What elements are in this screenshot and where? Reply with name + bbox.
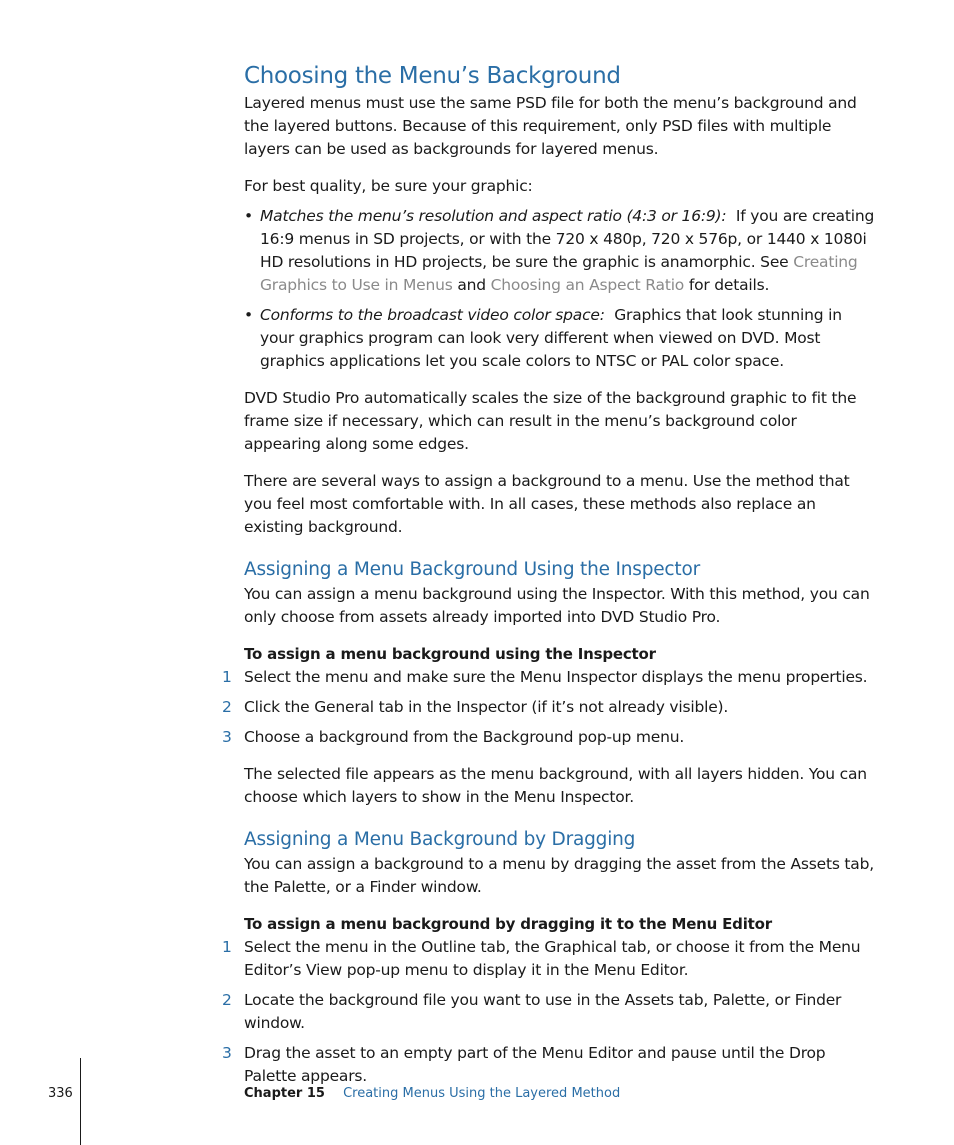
inspector-step-3 (222, 726, 876, 749)
page-number: 336 (48, 1086, 73, 1101)
dragging-step-3 (222, 1042, 876, 1088)
chapter-label: Chapter 15 (244, 1086, 325, 1101)
bullet-dot: • (244, 207, 253, 225)
bullet-term: Matches the menu’s resolution and aspect ratio (4:3 or 16:9): (260, 207, 727, 225)
dragging-paragraph: You can assign a background to a menu by dragging the asset from the Assets tab, the Palette, or a Finder window. (244, 855, 874, 896)
section-title: Choosing the Menu’s Background (244, 63, 621, 89)
step-number: 2 (222, 991, 232, 1009)
bullet-color-space (244, 304, 876, 373)
step-text: Choose a background from the Background pop-up menu. (244, 728, 685, 746)
dragging-step-2 (222, 989, 876, 1035)
link-creating-graphics[interactable]: Creating Graphics to Use in Menus (260, 253, 858, 294)
step-text: Select the menu and make sure the Menu Inspector displays the menu properties. (244, 668, 868, 686)
footer-divider (80, 1058, 81, 1145)
quality-lead: For best quality, be sure your graphic: (244, 177, 533, 195)
dragging-step-1 (222, 936, 876, 982)
step-number: 3 (222, 728, 232, 746)
dragging-heading: Assigning a Menu Background by Dragging (244, 829, 636, 850)
dragging-task-title: To assign a menu background by dragging it to the Menu Editor (244, 915, 772, 933)
inspector-heading: Assigning a Menu Background Using the Inspector (244, 559, 700, 580)
step-text: Locate the background file you want to use in the Assets tab, Palette, or Finder window. (244, 991, 842, 1032)
bullet-and: and (457, 276, 486, 294)
scales-paragraph: DVD Studio Pro automatically scales the size of the background graphic to fit the frame size if necessary, which can result in the menu’s background color appearing along some edges. (244, 389, 857, 453)
inspector-task-title: To assign a menu background using the Inspector (244, 645, 656, 663)
step-text: Click the General tab in the Inspector (if it’s not already visible). (244, 698, 729, 716)
page-content (222, 60, 876, 1088)
bullet-text: If you are creating 16:9 menus in SD projects, or with the 720 x 480p, 720 x 576p, or 1440 x 1080i HD resolutions in HD projects, be sure the graphic is anamorphic. See (260, 207, 875, 271)
bullet-dot: • (244, 306, 253, 324)
inspector-step-1 (222, 666, 876, 689)
footer-chapter (244, 1086, 620, 1101)
chapter-title: Creating Menus Using the Layered Method (343, 1086, 621, 1101)
step-number: 3 (222, 1044, 232, 1062)
inspector-paragraph: You can assign a menu background using the Inspector. With this method, you can only choose from assets already imported into DVD Studio Pro. (244, 585, 870, 626)
step-text: Select the menu in the Outline tab, the Graphical tab, or choose it from the Menu Editor’s View pop-up menu to display it in the Menu Editor. (244, 938, 861, 979)
step-number: 1 (222, 938, 232, 956)
inspector-after-paragraph: The selected file appears as the menu background, with all layers hidden. You can choose which layers to show in the Menu Inspector. (244, 765, 867, 806)
link-choosing-aspect-ratio[interactable]: Choosing an Aspect Ratio (490, 276, 685, 294)
step-text: Drag the asset to an empty part of the Menu Editor and pause until the Drop Palette appears. (244, 1044, 826, 1085)
intro-paragraph: Layered menus must use the same PSD file for both the menu’s background and the layered buttons. Because of this requirement, only PSD files with multiple layers can be used as backgrounds for layered menus. (244, 94, 857, 158)
ways-paragraph: There are several ways to assign a background to a menu. Use the method that you feel most comfortable with. In all cases, these methods also replace an existing background. (244, 472, 850, 536)
bullet-text: Graphics that look stunning in your graphics program can look very different when viewed on DVD. Most graphics applications let you scale colors to NTSC or PAL color space. (260, 306, 842, 370)
step-number: 1 (222, 668, 232, 686)
bullet-term: Conforms to the broadcast video color space: (260, 306, 605, 324)
bullet-resolution (244, 205, 876, 297)
step-number: 2 (222, 698, 232, 716)
bullet-text-after: for details. (688, 276, 770, 294)
inspector-step-2 (222, 696, 876, 719)
